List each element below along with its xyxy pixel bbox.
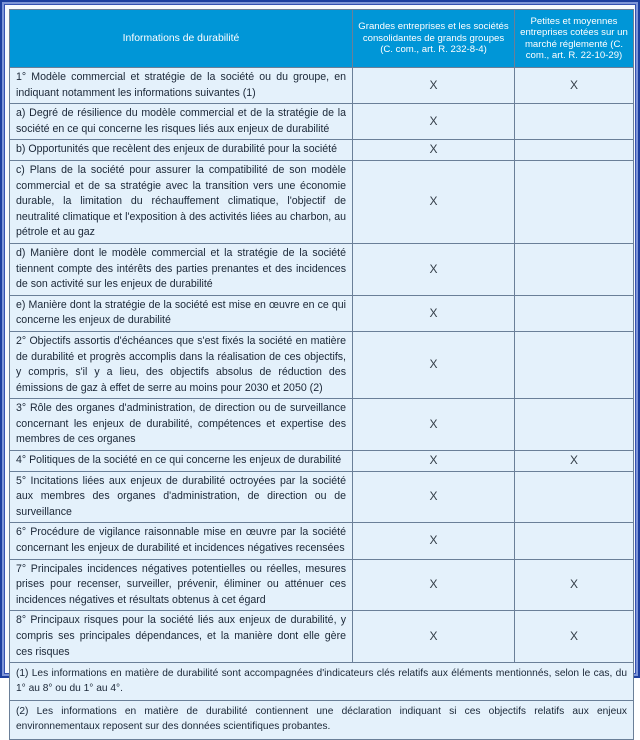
row-label: 3° Rôle des organes d'administration, de direction ou de surveillance concernant les enjeux de durabilité, compétences et expertise des membres de ces organes xyxy=(10,399,353,451)
row-label: b) Opportunités que recèlent des enjeux de durabilité pour la société xyxy=(10,140,353,161)
table-row xyxy=(10,243,634,295)
large-company-mark: X xyxy=(353,611,515,663)
table-row xyxy=(10,471,634,523)
table-row xyxy=(10,611,634,663)
row-label: c) Plans de la société pour assurer la compatibilité de son modèle commercial et de sa stratégie avec la transition vers une économie durable, la limitation du réchauffement climatique, l'objectif de neutralité climatique et l'exposition à des activités liées au charbon, au pétrole et au gaz xyxy=(10,160,353,243)
large-company-mark: X xyxy=(353,104,515,140)
large-company-mark: X xyxy=(353,523,515,559)
sme-mark: X xyxy=(515,451,634,472)
sme-mark xyxy=(515,399,634,451)
large-company-mark: X xyxy=(353,471,515,523)
sme-mark xyxy=(515,160,634,243)
table-row xyxy=(10,160,634,243)
large-company-mark: X xyxy=(353,559,515,611)
footnote-2: (2) Les informations en matière de durabilité contiennent une déclaration indiquant si ces objectifs relatifs aux enjeux environnementaux reposent sur des données scientifiques probantes. xyxy=(10,701,634,739)
row-label: 7° Principales incidences négatives potentielles ou réelles, mesures prises pour recenser, surveiller, prévenir, éliminer ou atténuer ces incidences négatives et résultats obtenus à cet égard xyxy=(10,559,353,611)
large-company-mark: X xyxy=(353,399,515,451)
footnote-1: (1) Les informations en matière de durabilité sont accompagnées d'indicateurs clés relatifs aux éléments mentionnés, selon le cas, du 1° au 8° ou du 1° au 4°. xyxy=(10,663,634,701)
table-row xyxy=(10,559,634,611)
row-label: 2° Objectifs assortis d'échéances que s'est fixés la société en matière de durabilité et progrès accomplis dans la réalisation de ces objectifs, y compris, s'il y a lieu, des objectifs absolus de réduction des émissions de gaz à effet de serre au moins pour 2030 et 2050 (2) xyxy=(10,331,353,398)
table-row xyxy=(10,140,634,161)
table-row xyxy=(10,295,634,331)
large-company-mark: X xyxy=(353,160,515,243)
header-large-companies: Grandes entreprises et les sociétés consolidantes de grands groupes (C. com., art. R. 232-8-4) xyxy=(353,10,515,68)
row-label: 6° Procédure de vigilance raisonnable mise en œuvre par la société concernant les enjeux de durabilité et incidences négatives recensées xyxy=(10,523,353,559)
sme-mark xyxy=(515,295,634,331)
row-label: 4° Politiques de la société en ce qui concerne les enjeux de durabilité xyxy=(10,451,353,472)
sme-mark: X xyxy=(515,68,634,104)
table-row xyxy=(10,523,634,559)
sme-mark xyxy=(515,471,634,523)
sme-mark xyxy=(515,523,634,559)
header-information: Informations de durabilité xyxy=(10,10,353,68)
sme-mark xyxy=(515,331,634,398)
table-row xyxy=(10,68,634,104)
large-company-mark: X xyxy=(353,295,515,331)
large-company-mark: X xyxy=(353,243,515,295)
large-company-mark: X xyxy=(353,140,515,161)
sme-mark: X xyxy=(515,559,634,611)
sme-mark xyxy=(515,140,634,161)
row-label: e) Manière dont la stratégie de la société est mise en œuvre en ce qui concerne les enjeux de durabilité xyxy=(10,295,353,331)
sustainability-table xyxy=(9,9,634,740)
header-sme-listed: Petites et moyennes entreprises cotées sur un marché réglementé (C. com., art. R. 22-10-29) xyxy=(515,10,634,68)
row-label: 8° Principaux risques pour la société liés aux enjeux de durabilité, y compris ses principales dépendances, et la manière dont elle gère ces risques xyxy=(10,611,353,663)
row-label: d) Manière dont le modèle commercial et la stratégie de la société tiennent compte des intérêts des parties prenantes et des incidences de son activité sur les enjeux de durabilité xyxy=(10,243,353,295)
sme-mark xyxy=(515,243,634,295)
table-row xyxy=(10,104,634,140)
sme-mark: X xyxy=(515,611,634,663)
table-row xyxy=(10,399,634,451)
table-row xyxy=(10,331,634,398)
large-company-mark: X xyxy=(353,331,515,398)
sme-mark xyxy=(515,104,634,140)
table-row xyxy=(10,451,634,472)
large-company-mark: X xyxy=(353,68,515,104)
row-label: 1° Modèle commercial et stratégie de la société ou du groupe, en indiquant notamment les informations suivantes (1) xyxy=(10,68,353,104)
row-label: 5° Incitations liées aux enjeux de durabilité octroyées par la société aux membres des organes d'administration, de direction ou de surveillance xyxy=(10,471,353,523)
large-company-mark: X xyxy=(353,451,515,472)
row-label: a) Degré de résilience du modèle commercial et de la stratégie de la société en ce qui concerne les risques liés aux enjeux de durabilité xyxy=(10,104,353,140)
